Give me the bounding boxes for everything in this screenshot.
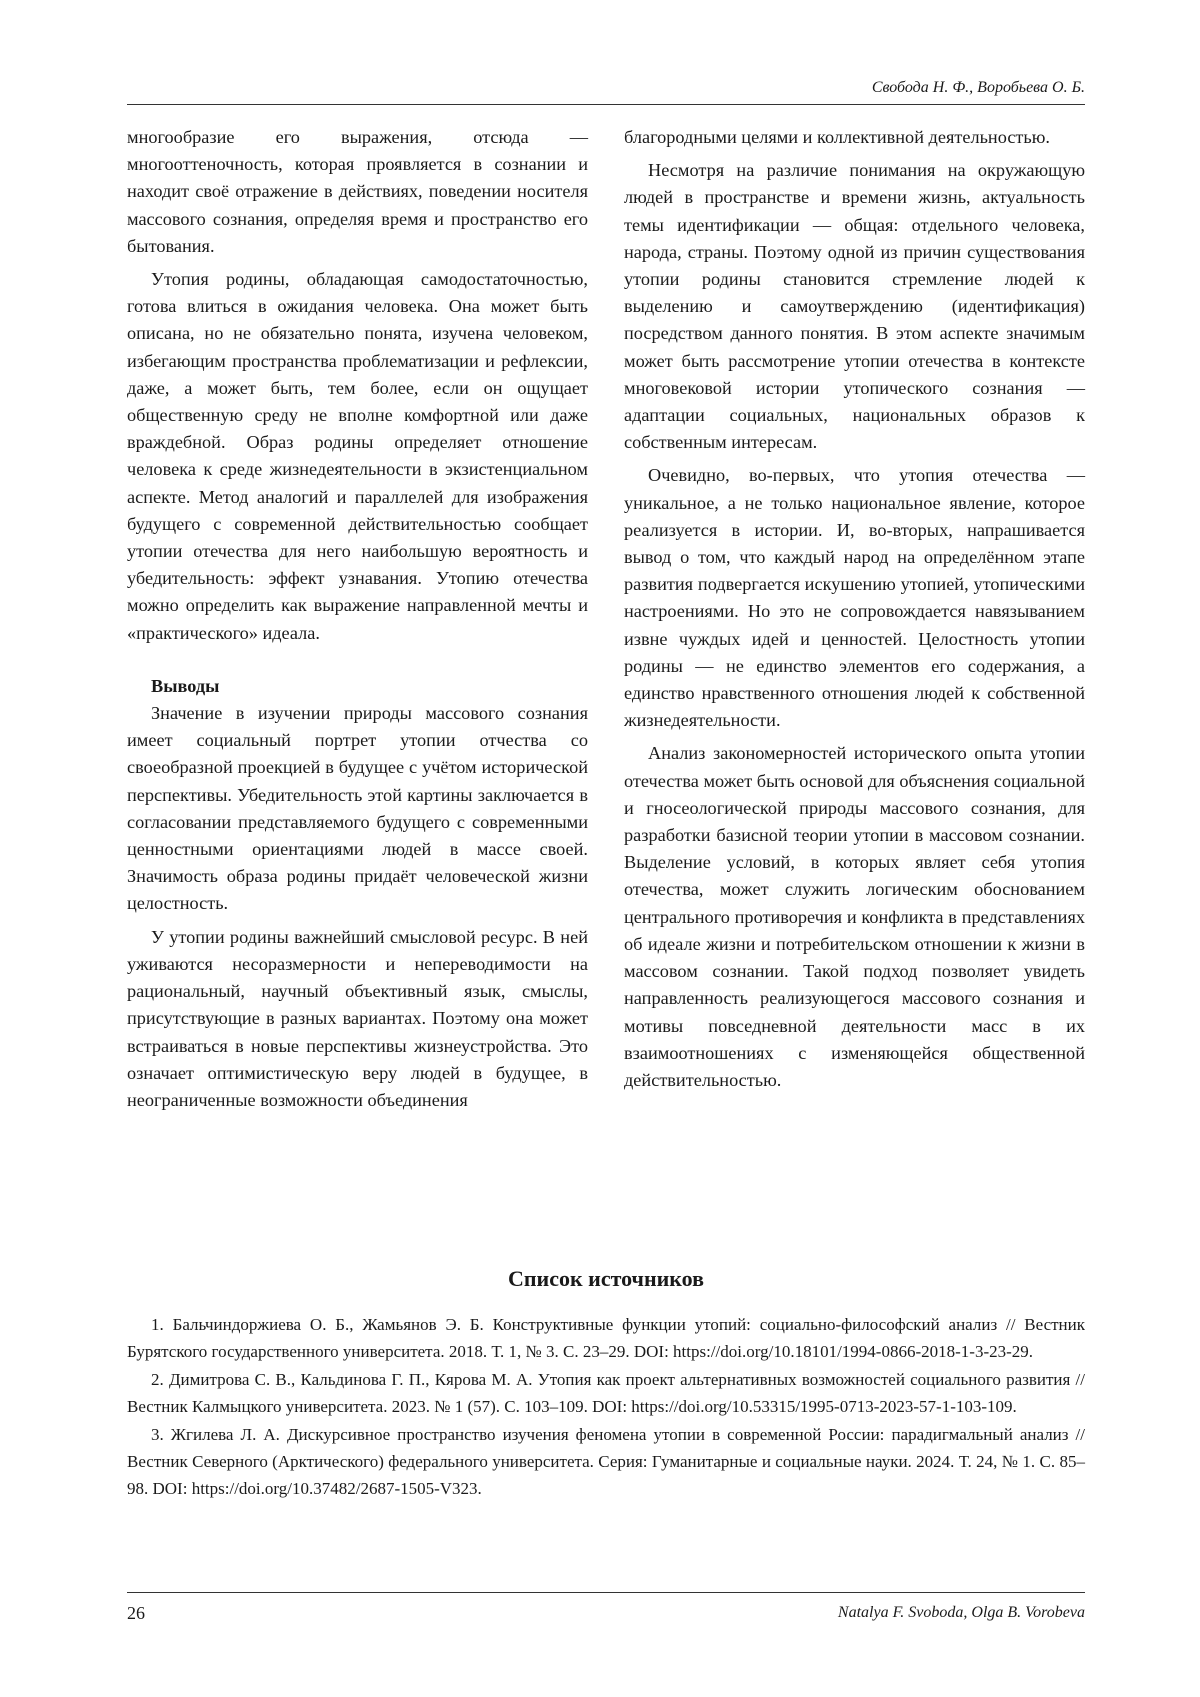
running-header-authors: Свобода Н. Ф., Воробьева О. Б. (871, 79, 1085, 96)
left-paragraph-2: Утопия родины, обладающая самодостаточностью, готова влиться в ожидания человека. Она может быть описана, но не обязательно понята, изучена человеком, избегающим пространства проблематизации и рефлексии, даже, а может быть, тем более, если он ощущает общественную среду не вполне комфортной или даже враждебной. Образ родины определяет отношение человека к среде жизнедеятельности в экзистенциальном аспекте. Метод аналогий и параллелей для изображения будущего с современной действительностью сообщает утопии отечества для него наибольшую вероятность и убедительность: эффект узнавания. Утопию отечества можно определить как выражение направленной мечты и «практического» идеала. (127, 269, 588, 643)
right-paragraph-4: Анализ закономерностей исторического опыта утопии отечества может быть основой для объяснения социальной и гносеологической природы массового сознания, для разработки базисной теории утопии в массовом сознании. Выделение условий, в которых являет себя утопия отечества, может служить логическим обоснованием центрального противоречия и конфликта в представлениях об идеале жизни и потребительском отношении к жизни в массовом сознании. Такой подход позволяет увидеть направленность реализующегося массового сознания и мотивы повседневной деятельности масс в их взаимоотношениях с изменяющейся общественной действительностью. (624, 743, 1085, 1090)
footer-rule (127, 1592, 1085, 1593)
right-column (624, 124, 1085, 1244)
reference-item-1: 1. Бальчиндоржиева О. Б., Жамьянов Э. Б. Конструктивные функции утопий: социально-философский анализ // Вестник Бурятского государственного университета. 2018. Т. 1, № 3. С. 23–29. DOI: https://doi.org/10.18101/1994-0866-2018-1-3-23-29. (127, 1315, 1085, 1361)
reference-item-2: 2. Димитрова С. В., Кальдинова Г. П., Кярова М. А. Утопия как проект альтернативных возможностей социального развития // Вестник Калмыцкого университета. 2023. № 1 (57). С. 103–109. DOI: https://doi.org/10.53315/1995-0713-2023-57-1-103-109. (127, 1370, 1085, 1416)
references-title: Список источников (507, 1266, 705, 1291)
conclusions-heading: Выводы (151, 675, 220, 696)
running-footer-authors: Natalya F. Svoboda, Olga B. Vorobeva (837, 1604, 1085, 1621)
right-paragraph-3: Очевидно, во-первых, что утопия отечества — уникальное, а не только национальное явление, которое реализуется в истории. И, во-вторых, напрашивается вывод о том, что каждый народ на определённом этапе развития подвергается искушению утопией, утопическими настроениями. Но это не сопровождается навязыванием извне чуждых идей и ценностей. Целостность утопии родины — не единство элементов его содержания, а единство нравственного отношения людей к собственной жизнедеятельности. (624, 465, 1085, 731)
page-number: 26 (127, 1603, 145, 1623)
reference-item-3: 3. Жгилева Л. А. Дискурсивное пространство изучения феномена утопии в современной России: парадигмальный анализ // Вестник Северного (Арктического) федерального университета. Серия: Гуманитарные и социальные науки. 2024. Т. 24, № 1. С. 85–98. DOI: https://doi.org/10.37482/2687-1505-V323. (127, 1425, 1085, 1498)
right-paragraph-1: благородными целями и коллективной деятельностью. (624, 127, 1050, 147)
header-rule (127, 104, 1085, 105)
left-column (127, 124, 588, 1244)
right-paragraph-2: Несмотря на различие понимания на окружающую людей в пространстве и времени жизнь, актуальность темы идентификации — общая: отдельного человека, народа, страны. Поэтому одной из причин существования утопии родины становится стремление людей к выделению и самоутверждению (идентификация) посредством данного понятия. В этом аспекте значимым может быть рассмотрение утопии отечества в контексте многовековой истории утопического сознания — адаптации социальных, национальных образов к собственным интересам. (624, 160, 1085, 453)
left-paragraph-3: Значение в изучении природы массового сознания имеет социальный портрет утопии отчества со своеобразной проекцией в будущее с учётом исторической перспективы. Убедительность этой картины заключается в согласовании представляемого будущего с современными ценностными ориентациями людей в массе своей. Значимость образа родины придаёт человеческой жизни целостность. (127, 703, 588, 914)
left-paragraph-4: У утопии родины важнейший смысловой ресурс. В ней уживаются несоразмерности и непереводимости на рациональный, научный объективный язык, смыслы, присутствующие в разных вариантах. Поэтому она может встраиваться в новые перспективы жизнеустройства. Это означает оптимистическую веру людей в будущее, в неограниченные возможности объединения (127, 926, 588, 1110)
left-paragraph-1: многообразие его выражения, отсюда — многооттеночность, которая проявляется в сознании и находит своё отражение в действиях, поведении носителя массового сознания, определяя время и пространство его бытования. (127, 127, 588, 256)
body-columns (127, 124, 1085, 1244)
references-list (127, 1311, 1085, 1503)
